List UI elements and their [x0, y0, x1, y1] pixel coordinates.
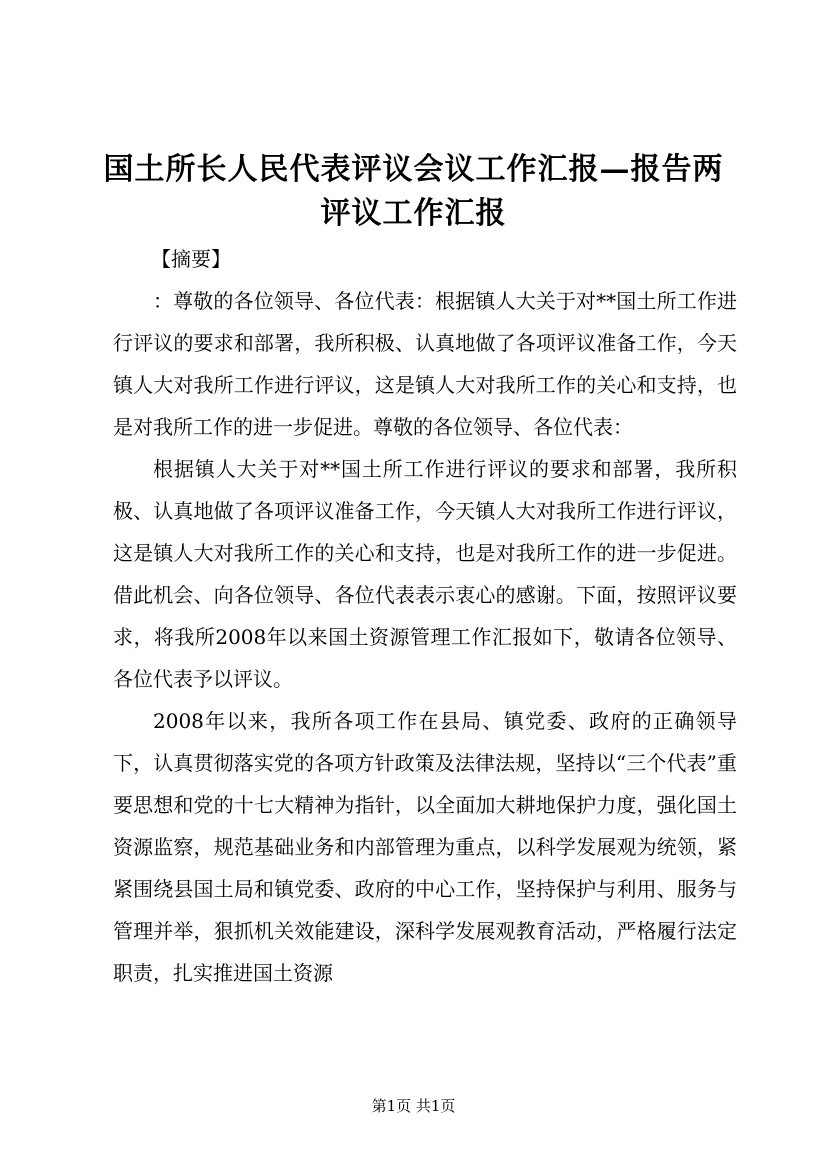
page-footer: 第1页 共1页: [371, 1097, 456, 1115]
title-line-2: 评议工作汇报: [320, 196, 507, 231]
title-line-1: 国土所长人民代表评议会议工作汇报—报告两: [103, 152, 724, 187]
paragraph-3: 2008年以来，我所各项工作在县局、镇党委、政府的正确领导下，认真贯彻落实党的各项方针政策及法律法规，坚持以“三个代表”重要思想和党的十七大精神为指针，以全面加大耕地保护力度，强化国土资源监察，规范基础业务和内部管理为重点，以科学发展观为统领，紧紧围绕县国土局和镇党委、政府的中心工作，坚持保护与利用、服务与管理并举，狠抓机关效能建设，深科学发展观教育活动，严格履行法定职责，扎实推进国土资源: [113, 709, 737, 985]
abstract-label: 【摘要】: [151, 247, 231, 271]
paragraph-1: ：尊敬的各位领导、各位代表：根据镇人大关于对**国土所工作进行评议的要求和部署，我所积极、认真地做了各项评议准备工作，今天镇人大对我所工作进行评议，这是镇人大对我所工作的关心和支持，也是对我所工作的进一步促进。尊敬的各位领导、各位代表：: [113, 289, 737, 439]
document-title: [100, 148, 727, 236]
document-body: [113, 238, 737, 994]
paragraph-2: 根据镇人大关于对**国土所工作进行评议的要求和部署，我所积极、认真地做了各项评议准备工作，今天镇人大对我所工作进行评议，这是镇人大对我所工作的关心和支持，也是对我所工作的进一步促进。借此机会、向各位领导、各位代表表示衷心的感谢。下面，按照评议要求，将我所2008年以来国土资源管理工作汇报如下，敬请各位领导、各位代表予以评议。: [113, 457, 737, 691]
